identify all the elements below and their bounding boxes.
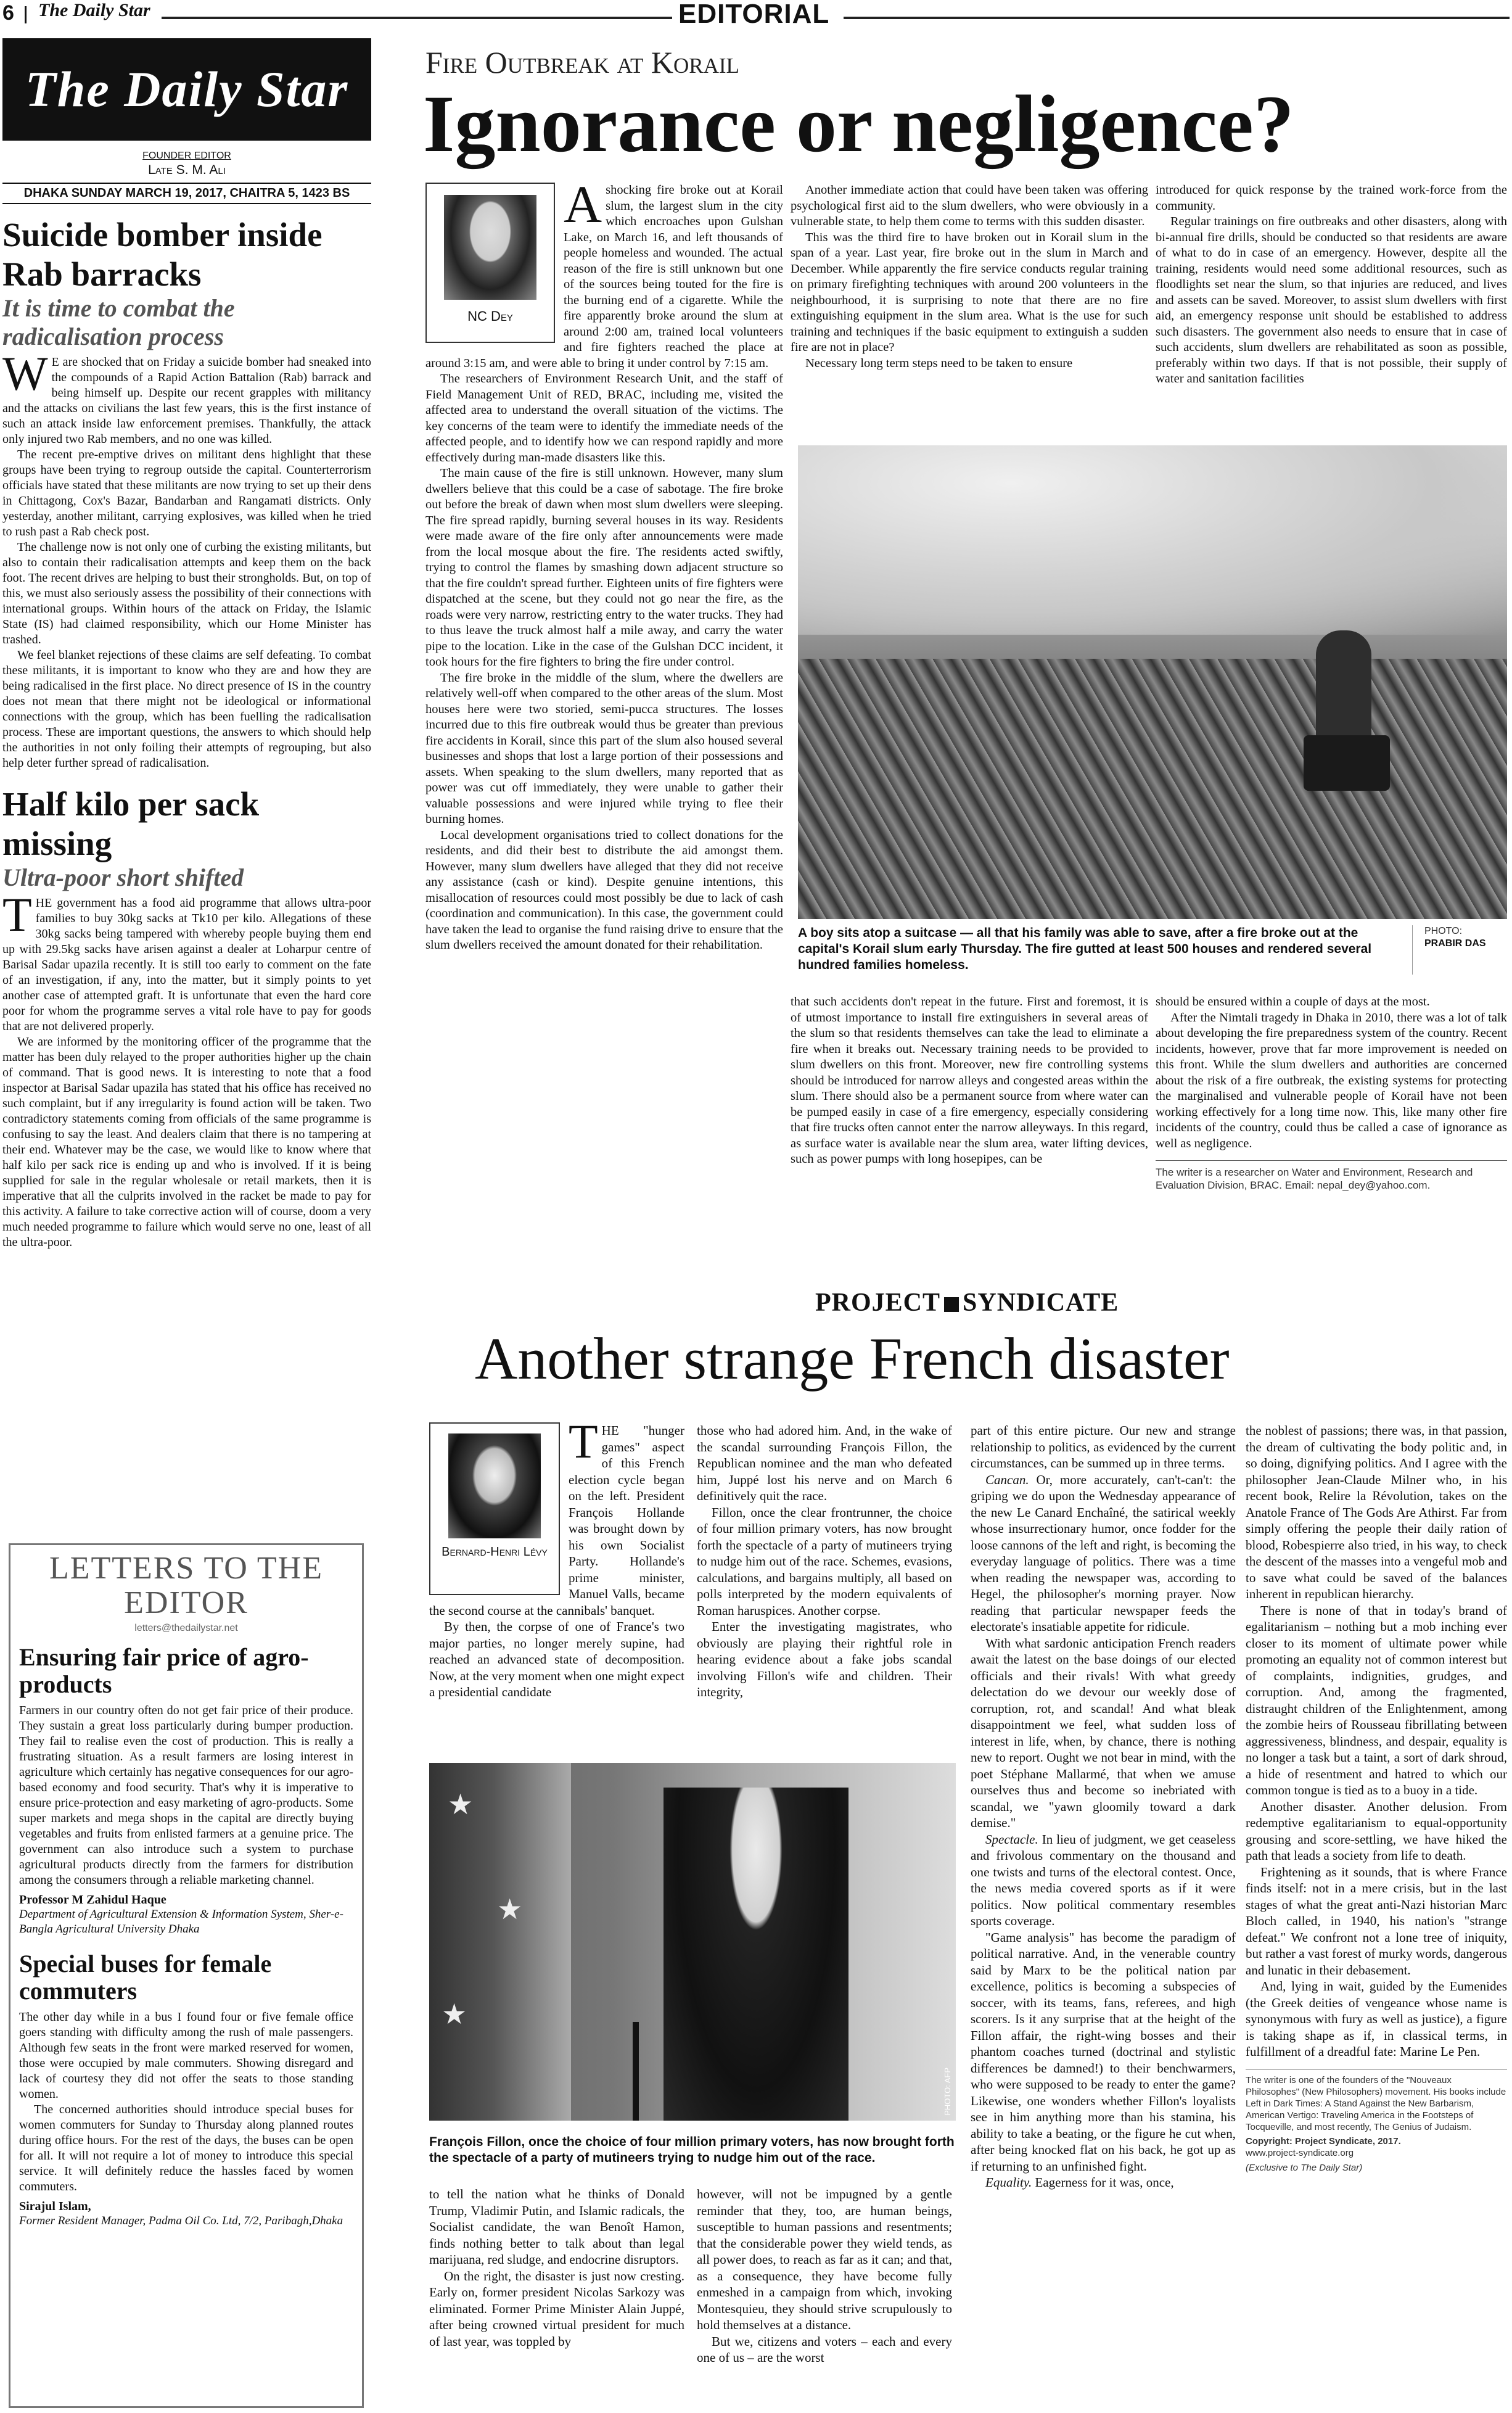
paragraph: "Game analysis" has become the paradigm of political narrative. And, in the venerable country said by Marx to be the political nation par excellence, politics is becoming a subspecies of soccer, with its teams, fans, referees, and high scorers. Is it any surprise that at the height of the Fillon affair, the right-wing bosses and their phantom coaches turned (doctrinal and stylistic differences be damned!) to their benchwarmers, who were supposed to be ready to enter the game? Likewise, one wonders whether Fillon's loyalists see in him anything more than his stamina, his ability to take a beating, or the figure he cut when, after being knocked flat on his back, he got up as if returning to an unfinished fight. — [971, 1929, 1236, 2174]
paragraph: Another disaster. Another delusion. From redemptive egalitarianism to equal-opportunity grousing and score-settling, we have hiked the path that leads a society from life to death. — [1246, 1799, 1507, 1863]
photo-credit: PHOTO: PRABIR DAS — [1424, 926, 1486, 949]
kicker: Fire Outbreak at Korail — [425, 45, 739, 80]
photo-caption: François Fillon, once the choice of four million primary voters, has now brought forth the spectacle of a party of mutineers trying to nudge him out of the race. — [429, 2135, 955, 2165]
subheadline: Ultra-poor short shifted — [2, 864, 244, 891]
paragraph: Cancan. Or, more accurately, can't-can't: the griping we do upon the Wednesday appearance of the new Le Canard Enchaîné, the satirical weekly whose insurrectionary humor, once fodder for the loose cannons of the left and right, is becoming the everyday language of politics. There was a time when reading the newspaper was, according to Hegel, the philosopher's morning prayer. Now reading that particular newspaper feeds the electorate's insatiable appetite for ridicule. — [971, 1472, 1236, 1634]
headline: Half kilo per sack missing — [2, 785, 260, 862]
paragraph: And, lying in wait, guided by the Eumenides (the Greek deities of vengeance whose name is synonymous with fury as well as justice), a figure is taking shape as if, in classical terms, in fulfillment of a dreadful fate: Marine Le Pen. — [1246, 1979, 1507, 2059]
news-photo: ★ ★ ★ PHOTO: AFP — [429, 1763, 956, 2121]
letters-box — [9, 1543, 364, 2408]
author-photo — [444, 195, 536, 300]
article-body: W E are shocked that on Friday a suicide bomber had sneaked into the compounds of a Rapid Action Battalion (Rab) barrack and being himself up. Despite our recent grapples with militancy and the attacks on civilians the last few years, this is the first instance of such an attack inside law enforcement premises. Thankfully, the attack only injured two Rab members, and no one was killed. The recent pre-emptive drives on militant dens highlight that these groups have been trying to regroup outside the capital. Counterterrorism officials have stated that these militants are now trying to set up their dens in Chittagong, Cox's Bazar, Bandarban and Rangamati districts. Only yesterday, another militant, carrying explosives, was killed when he tried to rush past a Rab check post. The challenge now is not only one of curbing the existing militants, but also to contain their radicalisation attempts and keep them on the back foot. The recent drives are helping to bust their strongholds. But, on top of this, we must also seriously assess the possibility of their connections with international groups. Within hours of the attack on Friday, the Islamic State (IS) had claimed responsibility, which our Home Minister has trashed. We feel blanket rejections of these claims are self defeating. To combat these militants, it is important to know who they are and how they are being radicalised in the first place. No direct presence of IS in the country does not mean that there might not be ideological or informational connections with the group, which has been fuelling the radicalisation process. These are important questions, the answers to which should help the authorities in not only foiling their attempts of regrouping, but also help deter further spread of radicalisation. — [2, 347, 371, 770]
article-column — [1246, 1422, 1507, 2174]
article-column — [971, 1422, 1236, 2191]
paragraph: With what sardonic anticipation French readers await the latest on the base doings of our elected officials and their rivals! With what greedy delectation do we devour our weekly dose of corruption, rot, and scandal! And what bleak disappointment we feel, what sudden loss of interest in life, when, by chance, there is nothing new to report. Ought we not bear in mind, with the poet Stéphane Mallarmé, that when we amuse ourselves thus and become so inebriated with scandal, we "yawn gloomily toward a dark demise." — [971, 1635, 1236, 1830]
left-column — [2, 38, 371, 1250]
page-number: 6 — [2, 1, 14, 25]
letter-affiliation: Former Resident Manager, Padma Oil Co. Ltd, 7/2, Paribagh,Dhaka — [19, 2214, 343, 2227]
editorial-rab — [2, 215, 371, 771]
paragraph: Equality. Eagerness for it was, once, — [985, 2175, 1174, 2190]
divider — [1412, 925, 1413, 975]
letter-body: The concerned authorities should introduce special buses for women commuters for Sunday to Thursday along planned routes during office hours. For the rest of the days, the buses can be open for all. It will not require a lot of money to introduce this special service. It will definitely reduce the hassles faced by women commuters. — [19, 2103, 353, 2193]
divider — [844, 17, 1510, 19]
paragraph: On the right, the disaster is just now cresting. Early on, former president Nicolas Sarkozy was eliminated. Former Prime Minister Alain Juppé, after being crowned virtual president for much of last year, was toppled by — [429, 2268, 684, 2349]
top-bar — [0, 0, 1512, 30]
masthead-logo: The Daily Star — [2, 38, 371, 141]
drop-cap: W — [2, 347, 48, 400]
headline: Another strange French disaster — [475, 1326, 1230, 1392]
paragraph: The recent pre-emptive drives on militant dens highlight that these groups have been trying to regroup outside the capital. Counterterrorism officials have stated that these militants are now trying to set up their dens in Chittagong, Cox's Bazar, Bandarban and Rangamati districts. Only yesterday, another militant, carrying explosives, was killed when he tried to rush past a Rab check post. — [2, 448, 371, 538]
paragraph: The main cause of the fire is still unknown. However, many slum dwellers believe that this could be a case of sabotage. The fire broke out before the break of dawn when most slum dwellers were sleeping. The fire spread rapidly, burning several houses in its way. Residents were made aware of the fire only after announcements were made from the local mosque about the fire. The residents acted swiftly, trying to control the flames by smashing down adjacent structure so that the fire couldn't spread further. Eighteen units of fire fighters were dispatched at the scene, but they could not go near the fire, as the roads were very narrow, restricting entry to the water trucks. They had to thus leave the truck almost half a mile away, and carry the water pipe to the location. Like in the case of the Gulshan DCC incident, it took hours for the fire fighters to bring the fire under control. — [425, 466, 783, 669]
paragraph: Local development organisations tried to collect donations for the residents, and did their best to distribute the aid amongst them. However, many slum dwellers have alleged that they did not receive any assistance (cash or kind). Despite genuine intentions, this misallocation of resources could most possibly be due to lack of cash (coordination and communication). In this case, the government could have taken the lead to organise the fund raising drive to ensure that the slum dwellers received the amount donated for their rehabilitation. — [425, 828, 783, 952]
author-photo — [448, 1433, 541, 1538]
paragraph: Fillon, once the clear frontrunner, the choice of four million primary voters, has now brought forth the spectacle of a party of mutineers trying to nudge him out of the race. Schemes, evasions, calculations, and bargains multiply, all based on polls interpreted by the modern equivalents of Roman haruspices. Another corpse. — [697, 1504, 952, 1618]
paragraph: The challenge now is not only one of curbing the existing militants, but also to contain their radicalisation attempts and keep them on the back foot. The recent drives are helping to bust their strongholds. But, on top of this, we must also seriously assess the possibility of their connections with international groups. Within hours of the attack on Friday, the Islamic State (IS) had claimed responsibility, which our Home Minister has trashed. — [2, 540, 371, 646]
article-column — [791, 994, 1148, 1168]
headline: Ignorance or negligence? — [423, 78, 1294, 169]
paragraph: Regular trainings on fire outbreaks and other disasters, along with bi-annual fire drills, should be conducted so that residents are aware of what to do in case of an emergency. However, despite all the training, residents would need some additional resources, such as floodlights set near the slum, so that injuries are reduced, and lives and assets can be saved. Moreover, to assist slum dwellers with first aid, an emergency response unit should be established to address such disasters. The government also needs to ensure that in case of such accidents, slum dwellers are rehabilitated as soon as possible, preferably within two days. If that is not possible, their supply of water and sanitation facilities — [1156, 215, 1507, 386]
paragraph: those who had adored him. And, in the wake of the scandal surrounding François Fillon, the Republican nominee and the man who defeated him, Juppé lost his nerve and on March 6 definitively quit the race. — [697, 1423, 952, 1503]
author-box — [429, 1422, 560, 1595]
news-photo — [798, 445, 1507, 919]
paragraph: however, will not be impugned by a gentle reminder that they, too, are human beings, susceptible to human passions and resentments; that the considerable power they wield tends, as all power does, to reach as far as it can; and that, as a consequence, they have become fully enmeshed in a campaign from which, invoking Montesquieu, they should strive scrupulously to hold themselves at a distance. — [697, 2187, 952, 2332]
paragraph: to tell the nation what he thinks of Donald Trump, Vladimir Putin, and Islamic radicals, the Socialist candidate, the wan Benoît Hamon, finds nothing better to talk about than legal marijuana, red sludge, and endocrine disruptors. — [429, 2187, 684, 2267]
author-box — [425, 183, 555, 343]
divider — [162, 17, 672, 19]
article-column — [1156, 183, 1507, 387]
author-name: NC Dey — [467, 308, 513, 324]
letters-email[interactable]: letters@thedailystar.net — [134, 1623, 238, 1633]
paragraph: Frightening as it sounds, that is where France finds itself: not in a mere crisis, but in the last stages of what the great anti-Nazi historian Marc Bloch called, in 1940, his nation's "strange defeat." We confront not a lone tree of iniquity, but rather a vast forest of murky words, dangerous and lunatic in their debasement. — [1246, 1864, 1507, 1978]
letter-affiliation: Department of Agricultural Extension & Information System, Sher-e-Bangla Agricultural University Dhaka — [19, 1908, 343, 1936]
paragraph: Enter the investigating magistrates, who obviously are playing their rightful role in hearing evidence about a fake jobs scandal involving Fillon's wife and children. Their integrity, — [697, 1619, 952, 1699]
paragraph: that such accidents don't repeat in the future. First and foremost, it is of utmost importance to install fire extinguishers in several areas of the slum so that residents themselves can take the lead to eliminate a fire when it breaks out. Necessary training needs to be provided to slum dwellers on this front. Moreover, new fire controlling systems should be introduced for narrow alleys and congested areas within the slum. There should also be a permanent source from where water can be pumped easily in case of a fire emergency, especially considering that fire trucks often cannot enter the narrow alleyways. In this regard, as surface water is available near the slum area, water lifting devices, such as power pumps with long hosepipes, can be — [791, 995, 1148, 1166]
paragraph: There is none of that in today's brand of egalitarianism – nothing but a mob inching ever closer to its moment of ultimate power while promoting an equality not of common interest but of complaints, indignities, grudges, and corruption. And, among the fragmented, distraught children of the Enlightenment, among the zombie heirs of Rousseau fibrillating between aggressiveness, blindness, and despair, equality is no longer a task but a taint, a sort of dark shroud, a hide of resentment and hatred to which our common tongue is tied as to a buoy in a tide. — [1246, 1602, 1507, 1797]
editorial-rice — [2, 785, 371, 1250]
syndicate-logo: PROJECT SYNDICATE — [815, 1289, 1119, 1317]
divider — [25, 6, 27, 23]
letter-body: Farmers in our country often do not get fair price of their produce. They sustain a great loss particularly during bumper production. They fail to realise even the cost of production. This is really a frustrating situation. As a result farmers are losing interest in agriculture which certainly has negative consequences for our agro-based economy and food security. That's why it is imperative to ensure price-protection and easy marketing of agro-products. Some super markets and mega shops in the capital are directly buying vegetables and fruits from enlisted farmers at a genuine price. The government can also introduce such a system to purchase agricultural products directly from the farmers for distribution among the consumers through a reliable marketing channel. — [19, 1704, 353, 1887]
drop-cap: T — [2, 888, 32, 941]
paragraph: Necessary long term steps need to be taken to ensure — [805, 356, 1073, 370]
article-column: NC Dey Ashocking fire broke out at Korail slum, the largest slum in the city which encroaches upon Gulshan Lake, on March 16, and left thousands of people homeless and wounded. The actual reason of the fire is still unknown but one of the sources being touted for the fire is the burning end of a cigarette. While the fire apparently broke around the slum at around 2:00 am, trained local volunteers and fire fighters reached the place at around 3:15 am, and were able to bring it under control by 7:15 am. The researchers of Environment Research Unit, and the staff of Field Management Unit of RED, BRAC, including me, visited the affected area to understand the overall situation of the victims. The key concerns of the team were to identify the immediate needs of the affected people, and to identify how we can respond rapidly and more effectively during man-made disasters like this. The main cause of the fire is still unknown. However, many slum dwellers believe that this could be a case of sabotage. The fire broke out before the break of dawn when most slum dwellers were sleeping. The fire spread rapidly, burning several houses in its way. Residents were made aware of the fire only after announcements were made from the local mosque about the fire. The residents acted swiftly, trying to control the flames by smashing down adjacent structure so that the fire couldn't spread further. Eighteen units of fire fighters were dispatched at the scene, but they could not go near the fire, as the roads were very narrow, restricting entry to the water trucks. They had to thus leave the truck almost half a mile away, and carry the water pipe to the location. Like in the case of the Gulshan DCC incident, it took hours for the fire fighters to bring the fire under control. The fire broke in the middle of the slum, where the dwellers are relatively well-off when compared to the other areas of the slum. Most houses here were two storied, semi-pucca structures. The losses incurred due to this fire outbreak would thus be greater than previous fire accidents in Korail, since this part of the slum also housed several businesses and shops that lost a large portion of their possessions and assets. When speaking to the slum dwellers, many reported that as power was cut off immediately, they were unable to gather their valuable possessions and were injured while trying to flee their burning homes. Local development organisations tried to collect donations for the residents, and did their best to distribute the aid amongst them. However, many slum dwellers have alleged that they did not receive any assistance (cash or kind). Despite genuine intentions, this misallocation of resources could most possibly be due to lack of cash (coordination and communication). In this case, the government could have taken the lead to organise the fund raising drive to ensure that the slum dwellers received the amount donated for their rehabilitation. — [425, 183, 783, 954]
letter-signature: Professor M Zahidul Haque — [19, 1893, 166, 1907]
paragraph: We feel blanket rejections of these claims are self defeating. To combat these militants, it is important to know who they are and how they are being radicalised in the first place. No direct presence of IS in the country does not mean that there might not be ideological or informational connections with the group, which has been fuelling the radicalisation process. These are important questions, the answers to which should help the authorities in not only foiling their attempts of regrouping, but also help deter further spread of radicalisation. — [2, 648, 371, 770]
paragraph: By then, the corpse of one of France's two major parties, no longer merely supine, had reached an advanced state of decomposition. Now, at the very moment when one might expect a presidential candidate — [429, 1619, 684, 1699]
founder-name: Late S. M. Ali — [148, 163, 226, 177]
article-column: Bernard-Henri Lévy THE "hunger games" aspect of this French election cycle began on the left. President François Hollande was brought down by his own Socialist Party. Hollande's prime minister, Manuel Valls, became the second course at the cannibals' banquet. By then, the corpse of one of France's two major parties, no longer merely supine, had reached an advanced state of decomposition. Now, at the very moment when one might expect a presidential candidate those who had adored him. And, in the wake of the scandal surrounding François Fillon, the Republican nominee and the man who defeated him, Juppé lost his nerve and on March 6 definitively quit the race. Fillon, once the clear frontrunner, the choice of four million primary voters, has now brought forth the spectacle of a party of mutineers trying to nudge him out of the race. Schemes, evasions, calculations, and bargains multiply, all based on polls interpreted by the modern equivalents of Roman haruspices. Another corpse. Enter the investigating magistrates, who obviously are playing their rightful role in hearing evidence about a fake jobs scandal involving Fillon's wife and children. Their integrity, — [429, 1414, 952, 1699]
paragraph: But we, citizens and voters – each and every one of us – are the worst — [697, 2333, 952, 2365]
exclusive-note: (Exclusive to The Daily Star) — [1246, 2162, 1363, 2173]
letter-signature: Sirajul Islam, — [19, 2200, 91, 2213]
paragraph: We are informed by the monitoring officer of the programme that the matter has been duly relayed to the proper authorities higher up the chain of command. That is good news. It is interesting to note that a food inspector at Barisal Sadar upazila has stated that his office has received no such complaint, but if any irregularity is found action will be taken. Two contradictory statements coming from officials of the same programme is confusing to say the least. And dealers claim that there is no tampering at their end. Whatever may be the case, we would like to know where that half kilo per sack rice is ending up and who is involved. If it is being supplied for sale in the regular wholesale or retail markets, then it is imperative that all the culprits involved in the racket be made to pay for this activity. A failure to take corrective action will of course, doom a very much needed programme to failure which would serve no one, least of all the ultra-poor. — [2, 1035, 371, 1249]
headline: Suicide bomber inside Rab barracks — [2, 216, 323, 293]
letter-headline: Ensuring fair price of agro-products — [19, 1643, 309, 1698]
section-label: EDITORIAL — [678, 0, 830, 29]
drop-cap: T — [569, 1414, 598, 1468]
article-column — [429, 2186, 952, 2366]
paragraph: Another immediate action that could have been taken was offering psychological first aid to the slum dwellers, who were obviously in a vulnerable state, to help them come to terms with this sudden disaster. — [791, 183, 1148, 228]
top-masthead: The Daily Star — [38, 0, 150, 20]
paragraph: part of this entire picture. Our new and strange relationship to politics, as evidenced by the current circumstances, can be summed up in three terms. — [971, 1423, 1236, 1470]
author-footnote: The writer is a researcher on Water and Environment, Research and Evaluation Division, BRAC. Email: nepal_dey@yahoo.com. — [1156, 1160, 1507, 1192]
article-column — [1156, 994, 1507, 1192]
author-name: Bernard-Henri Lévy — [442, 1545, 548, 1559]
paragraph: This was the third fire to have broken out in Korail slum in the span of a year. Last year, fire broke out in the slum in March and December. While apparently the fire service conducts regular training on primary firefighting techniques with around 200 volunteers in the neighbourhood, it is surprising to note that there are no fire extinguishing equipment in the slum area. What is the use for such training and techniques if the basic equipment to extinguish a sudden fire are not in place? — [791, 230, 1148, 354]
photo-caption: A boy sits atop a suitcase — all that his family was able to save, after a fire broke out at the capital's Korail slum early Thursday. The fire gutted at least 500 houses and rendered several hundred families homeless. — [798, 926, 1372, 972]
article-column — [791, 183, 1148, 371]
article-body: THE government has a food aid programme that allows ultra-poor families to buy 30kg sacks at Tk10 per kilo. Allegations of these 30kg sacks being tampered with whereby people buying them end up with 29.5kg sacks have arisen against a dealer at Loharpur centre of Barisal Sadar upazila recently. It is still too early to comment on the fate of an investigation, if any, into the matter, but it simply points to yet another case of attempted graft. It is unfortunate that even the hard core poor for whom the programme serves a vital role have to pay for goods that are not delivered properly. We are informed by the monitoring officer of the programme that the matter has been duly relayed to the proper authorities higher up the chain of command. That is good news. It is interesting to note that a food inspector at Barisal Sadar upazila has stated that his office has received no such complaint, but if any irregularity is found action will be taken. Two contradictory statements coming from officials of the same programme is confusing to say the least. And dealers claim that there is no tampering at their end. Whatever may be the case, we would like to know where that half kilo per sack rice is ending up and who is involved. If it is being supplied for sale in the regular wholesale or retail markets, then it is imperative that all the culprits involved in the racket be made to pay for this activity. A failure to take corrective action will of course, doom a very much needed programme to failure which would serve no one, least of all the ultra-poor. — [2, 888, 371, 1249]
author-footnote: The writer is one of the founders of the "Nouveaux Philosophes" (New Philosophers) movement. His books include Left in Dark Times: A Stand Against the New Barbarism, American Vertigo: Traveling America in the Footsteps of Tocqueville, and most recently, The Genius of Judaism. — [1246, 2069, 1507, 2133]
subheadline: It is time to combat the radicalisation process — [2, 294, 235, 350]
founder-editor — [2, 151, 371, 178]
letter-headline: Special buses for female commuters — [19, 1950, 272, 2005]
paragraph: the noblest of passions; there was, in that passion, the dream of cultivating the body politic and, in so doing, dignifying politics. And I agree with the philosopher Jean-Claude Milner who, in his recent book, Relire la Révolution, takes on the Anatole France of The Gods Are Athirst. Far from simply offering the people their daily ration of blood, Robespierre also tried, in his way, to check the descent of the masses into a vengeful mob and to save what could be saved of the balances inherent in republican hierarchy. — [1246, 1423, 1507, 1601]
dateline: DHAKA SUNDAY MARCH 19, 2017, CHAITRA 5, 1423 BS — [2, 183, 371, 204]
letters-title: LETTERS TO THE EDITOR — [49, 1551, 323, 1620]
drop-cap: A — [564, 175, 602, 234]
paragraph: The fire broke in the middle of the slum, where the dwellers are relatively well-off when compared to the other areas of the slum. Most houses here were two storied, semi-pucca structures. The losses incurred due to this fire outbreak would thus be greater than previous fire accidents in Korail, since this part of the slum also housed several businesses and shops that lost a large portion of their possessions and assets. When speaking to the slum dwellers, many reported that as power was cut off immediately, they were unable to gather their valuable possessions and were injured while trying to flee their burning homes. — [425, 670, 783, 826]
letter-body: The other day while in a bus I found four or five female office goers standing with difficulty among the rush of male passengers. Although few seats in the front were marked reserved for women, those were occupied by male commuters. Showing disregard and lack of courtesy they did not offer the seats to those standing women. — [19, 2010, 353, 2101]
paragraph: After the Nimtali tragedy in Dhaka in 2010, there was a lot of talk about developing the fire preparedness system of the country. Recent incidents, however, prove that far more improvement is needed on this front. While the slum dwellers and authorities are concerned about the risk of a fire outbreak, the existing systems for protecting the marginalised and vulnerable people of Korail have not been working effectively for a long time now. This, like many other fire incidents of the country, could thus be called a case of ignorance as well as negligence. — [1156, 1010, 1507, 1150]
paragraph: Spectacle. In lieu of judgment, we get ceaseless and frivolous commentary on the thousand and one twists and turns of the electoral contest. Once, the news media covered sports as if it were politics. Now political commentary resembles sports coverage. — [971, 1831, 1236, 1928]
syndicate-url[interactable]: www.project-syndicate.org — [1246, 2147, 1354, 2158]
paragraph: introduced for quick response by the trained work-force from the community. — [1156, 183, 1507, 213]
paragraph: The researchers of Environment Research Unit, and the staff of Field Management Unit of RED, BRAC, including me, visited the affected area to understand the overall situation of the victims. The key concerns of the team were to identify the immediate needs of the affected people, and to identify how we can respond rapidly and more effectively during man-made disasters like this. — [425, 372, 783, 464]
founder-label: FOUNDER EDITOR — [142, 151, 231, 161]
copyright: Copyright: Project Syndicate, 2017. — [1246, 2135, 1401, 2147]
paragraph: should be ensured within a couple of days at the most. — [1156, 995, 1430, 1009]
